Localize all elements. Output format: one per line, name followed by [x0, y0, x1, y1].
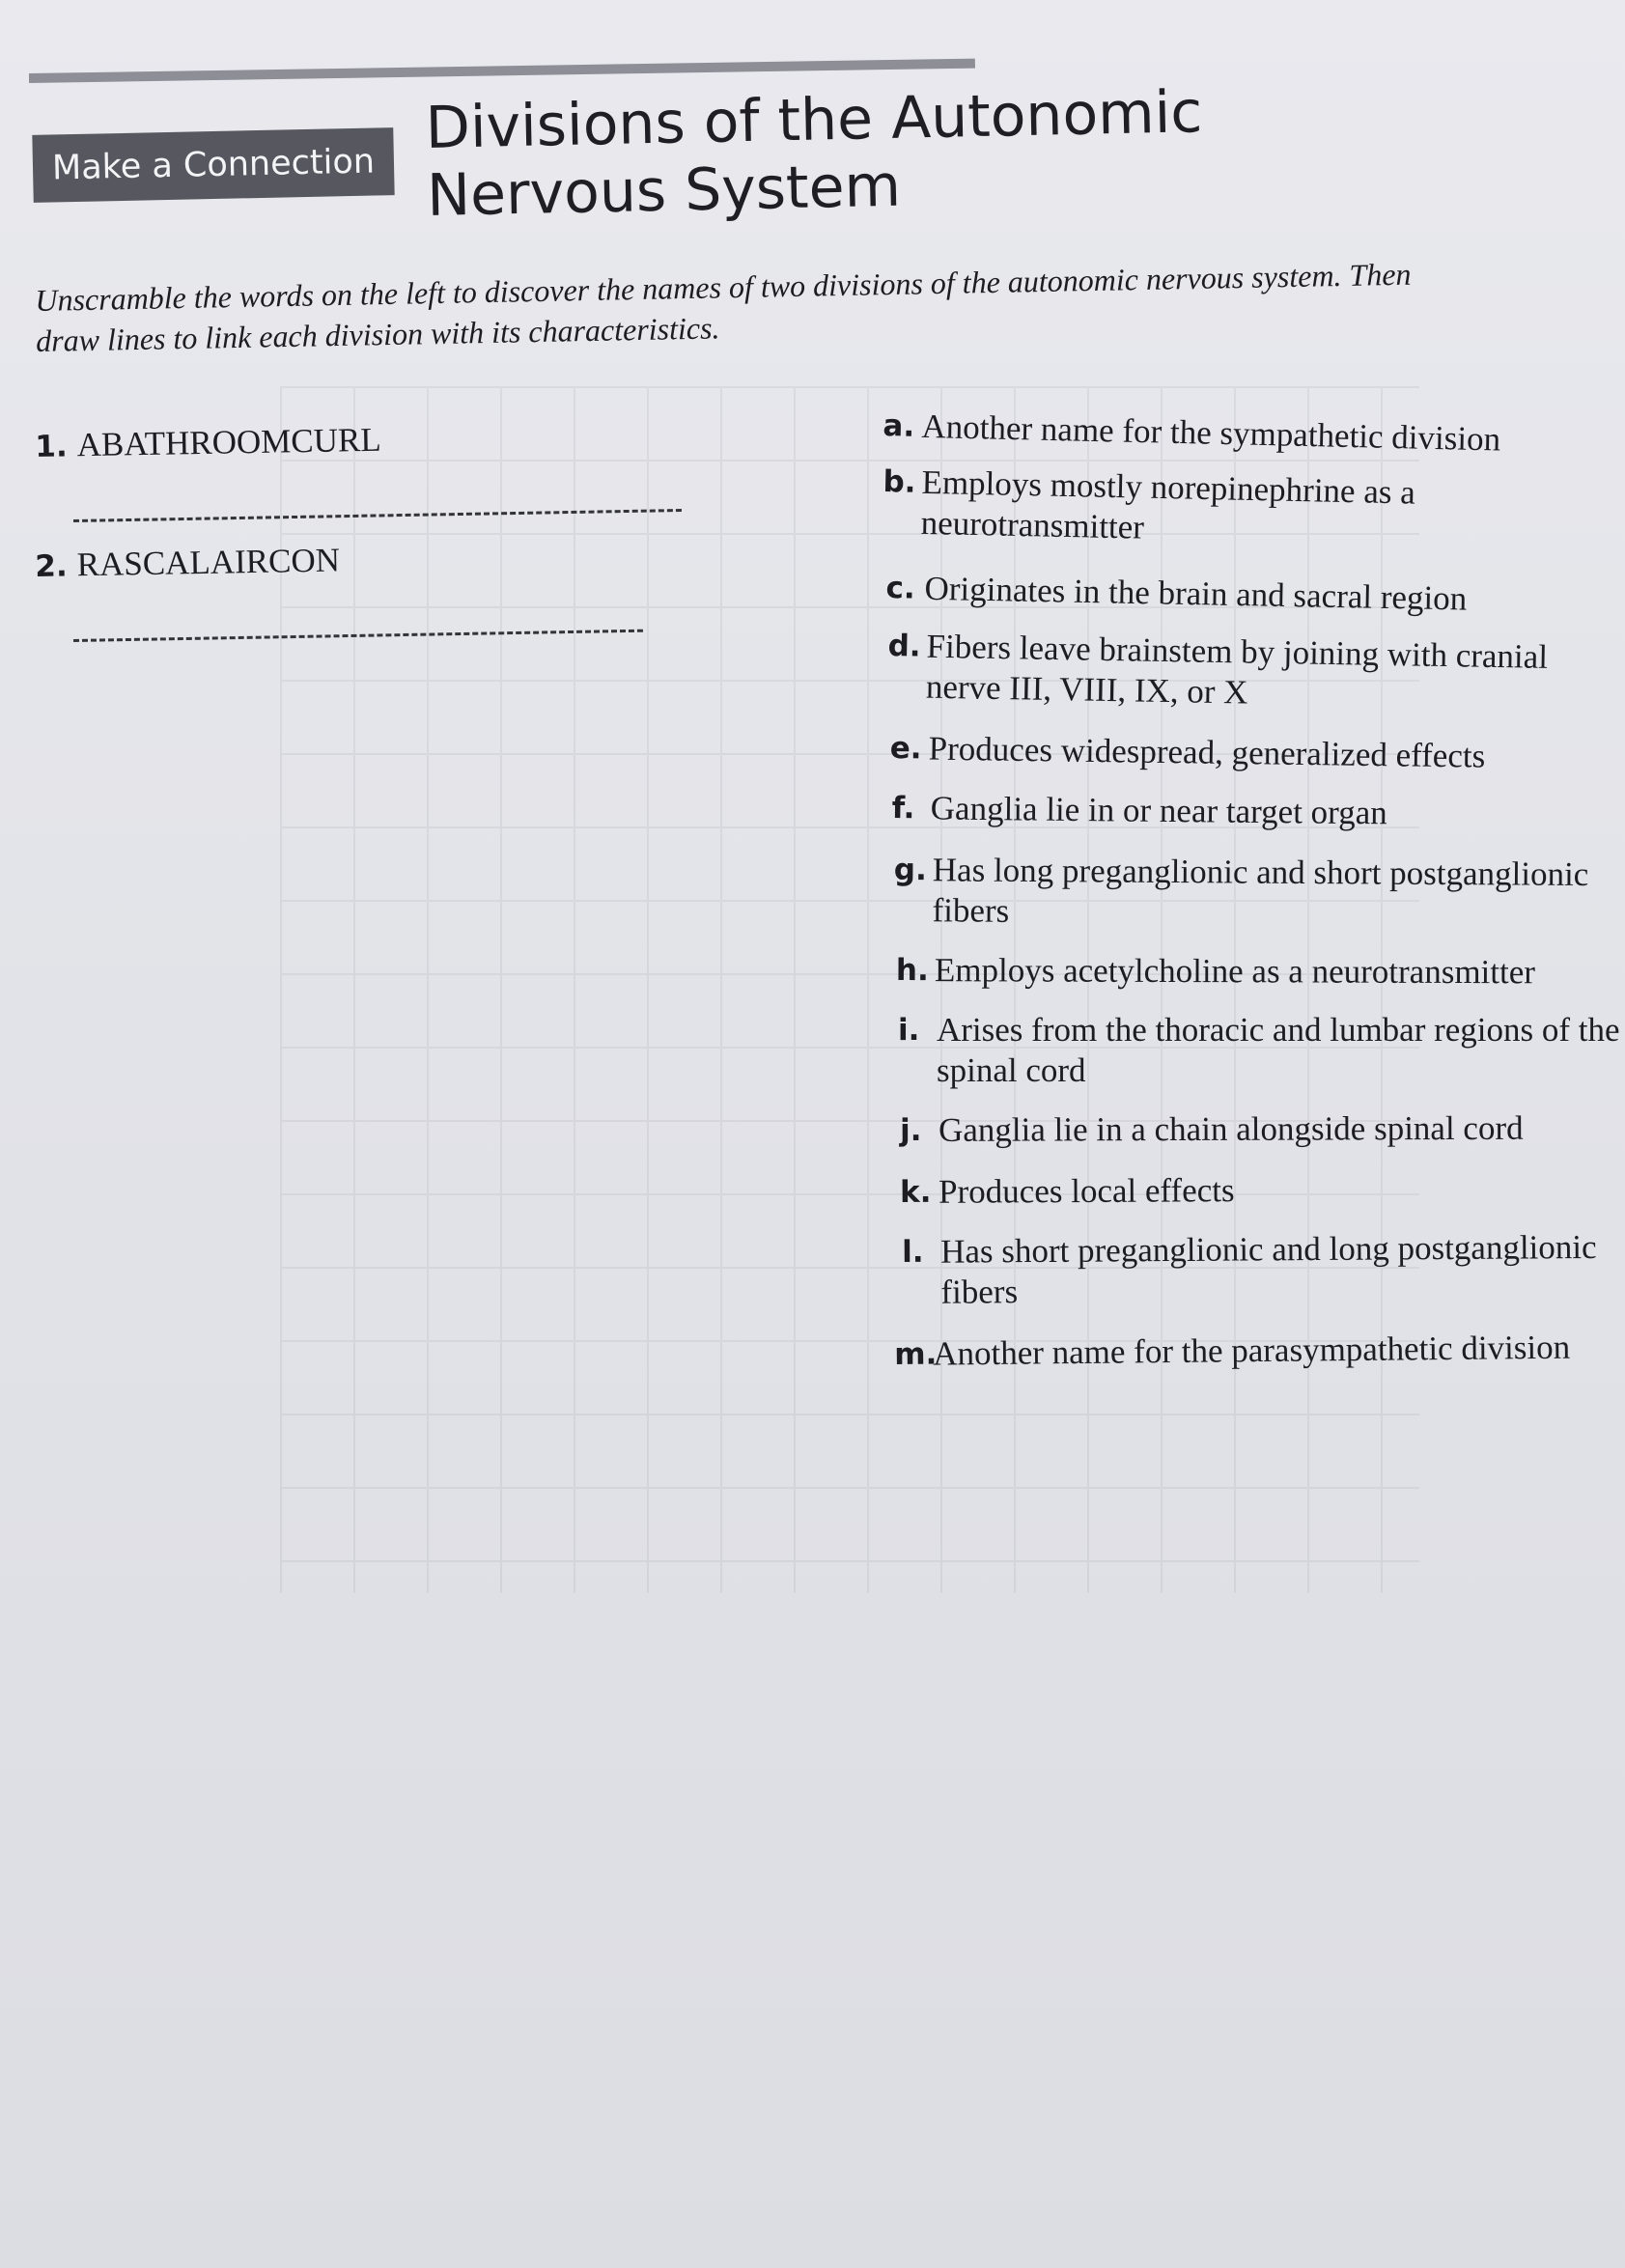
choice-g[interactable]: [893, 850, 1588, 936]
choice-j-letter: j.: [900, 1112, 922, 1148]
choice-i[interactable]: [898, 1010, 1620, 1091]
choice-g-letter: g.: [893, 852, 927, 888]
choice-e-letter: e.: [889, 730, 922, 767]
choice-j-text: Ganglia lie in a chain alongside spinal cord: [939, 1108, 1524, 1149]
choice-m[interactable]: [894, 1328, 1570, 1375]
section-badge: Make a Connection: [32, 127, 394, 203]
question-2-word: RASCALAIRCON: [76, 541, 341, 584]
choice-a-text: Another name for the sympathetic division: [921, 406, 1501, 459]
choice-c-text: Originates in the brain and sacral region: [924, 569, 1468, 618]
choice-k-letter: k.: [900, 1174, 932, 1210]
choice-e-text: Produces widespread, generalized effects: [928, 729, 1486, 775]
choice-f-letter: f.: [891, 790, 915, 826]
top-rule: [29, 59, 975, 83]
question-2: [35, 541, 340, 585]
choice-f[interactable]: [892, 788, 1387, 833]
choice-a-letter: a.: [883, 407, 915, 444]
choice-d[interactable]: [887, 626, 1549, 718]
choice-l[interactable]: [902, 1227, 1597, 1313]
choice-d-text: Fibers leave brainstem by joining with cranial nerve III, VIII, IX, or X: [925, 627, 1549, 712]
question-2-number: 2.: [35, 548, 69, 584]
page-title: [425, 78, 1204, 230]
instructions: [35, 251, 1561, 361]
choice-m-letter: m.: [894, 1336, 938, 1372]
choice-i-letter: i.: [898, 1013, 920, 1048]
choice-k[interactable]: [900, 1170, 1235, 1213]
choice-m-text: Another name for the parasympathetic division: [933, 1328, 1571, 1373]
choice-f-text: Ganglia lie in or near target organ: [930, 789, 1387, 832]
choice-k-text: Produces local effects: [939, 1171, 1235, 1211]
choice-h-letter: h.: [895, 953, 929, 989]
choice-h-text: Employs acetylcholine as a neurotransmitter: [934, 951, 1536, 992]
instructions-line-1: Unscramble the words on the left to discover the names of two divisions of the autonomic nervous system. Then: [35, 256, 1412, 318]
choice-b-text: Employs mostly norepinephrine as a neurotransmitter: [920, 462, 1416, 546]
choice-b-letter: b.: [883, 463, 916, 500]
question-1: [35, 421, 381, 465]
question-1-number: 1.: [35, 429, 69, 464]
title-line-1: Divisions of the Autonomic: [425, 78, 1203, 162]
choice-g-text: Has long preganglionic and short postganglionic fibers: [932, 851, 1589, 930]
choice-d-letter: d.: [887, 628, 921, 664]
choice-e[interactable]: [889, 728, 1485, 777]
choice-h[interactable]: [896, 950, 1535, 993]
question-1-word: ABATHROOMCURL: [76, 420, 382, 464]
choice-c-letter: c.: [885, 570, 916, 606]
title-line-2: Nervous System: [426, 152, 902, 230]
choice-l-text: Has short preganglionic and long postganglionic fibers: [940, 1227, 1597, 1311]
choice-i-text: Arises from the thoracic and lumbar regions of the spinal cord: [937, 1011, 1620, 1089]
choice-l-letter: l.: [902, 1234, 924, 1270]
choice-j[interactable]: [900, 1108, 1524, 1151]
choice-b[interactable]: [882, 462, 1415, 554]
instructions-line-2: draw lines to link each division with its characteristics.: [35, 310, 720, 358]
